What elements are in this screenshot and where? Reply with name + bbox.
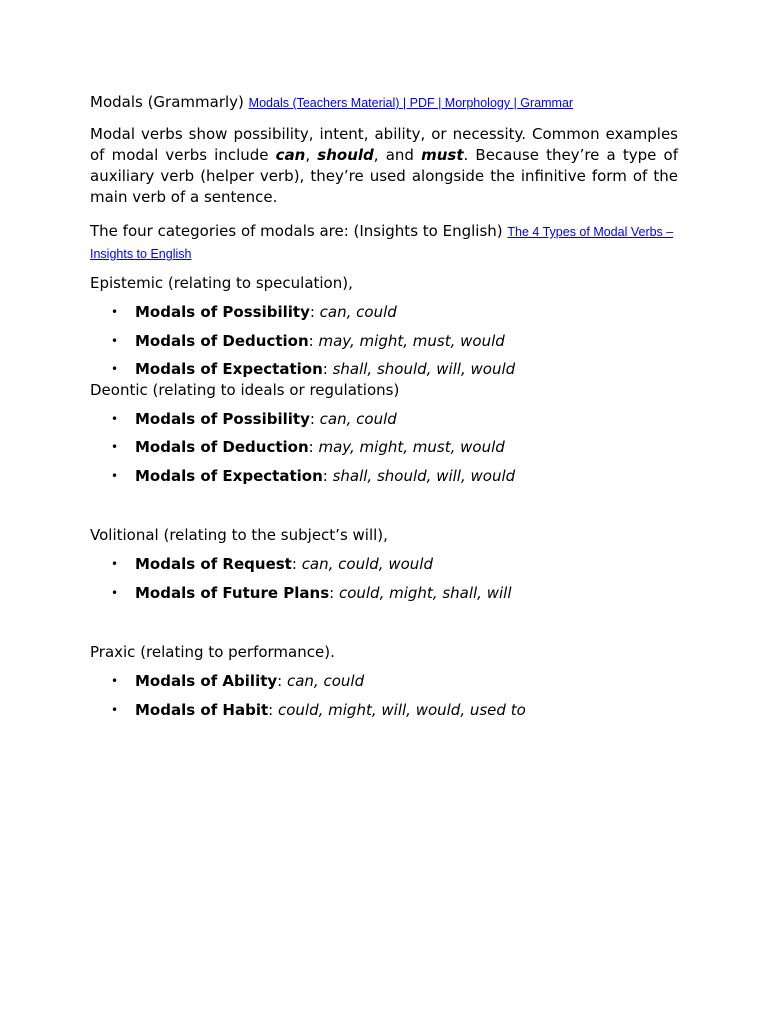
categories-intro [90,221,678,265]
modal-label: Modals of Habit [135,700,269,719]
list-item [90,359,678,388]
categories-intro-text: The four categories of modals are: (Insights to English) [90,222,508,240]
modal-sep: : [277,672,287,690]
modal-examples: may, might, must, would [318,438,505,456]
list-item [90,437,678,466]
modal-label: Modals of Expectation [135,360,323,378]
definition-paragraph [90,124,678,208]
volitional-heading: Volitional (relating to the subject’s will), [90,526,388,544]
bullet-icon: • [111,411,119,426]
deontic-list [90,409,678,495]
modal-label: Modals of Deduction [135,438,309,456]
modal-label: Modals of Possibility [135,303,310,321]
modal-examples: could, might, will, would, used to [278,700,526,719]
modal-examples: can, could [319,303,397,321]
list-item [90,302,678,331]
modal-sep: : [322,466,333,485]
modal-label: Modals of Deduction [135,331,309,350]
modal-sep: : [329,583,339,602]
bullet-icon: • [111,674,119,688]
modal-examples: shall, should, will, would [332,466,516,485]
modal-sep: : [322,360,333,378]
bullet-icon: • [111,440,119,454]
list-item [90,409,678,438]
bullet-icon: • [111,362,119,376]
bullet-icon: • [111,333,119,348]
volitional-list [90,554,678,611]
modal-examples: could, might, shall, will [338,583,512,602]
intro-title: Modals (Grammarly) [90,93,249,111]
modal-examples: can, could [319,409,397,428]
deontic-heading: Deontic (relating to ideals or regulations) [90,380,400,399]
modal-sep: : [291,555,302,573]
modal-sep: : [308,331,319,350]
list-item [90,700,678,729]
definition-and: , and [373,146,422,164]
modal-examples: can, could, would [301,555,433,573]
intro-line [90,92,678,114]
document-page [90,92,678,728]
praxic-heading: Praxic (relating to performance). [90,643,335,661]
modal-sep: : [308,438,319,456]
teachers-material-link[interactable]: Modals (Teachers Material) | PDF | Morphology | Grammar [248,96,574,110]
modal-sep: : [309,409,320,428]
modal-label: Modals of Possibility [135,409,310,428]
definition-text-before: Modal verbs show possibility, intent, ability, or necessity. Common examples of modal verbs include [90,125,678,164]
bullet-icon: • [111,585,119,600]
modal-label: Modals of Expectation [135,466,323,485]
word-must: must [421,146,464,164]
bullet-icon: • [111,305,119,319]
definition-text-after: . Because they’re a type of auxiliary verb (helper verb), they’re used alongside the infinitive form of the main verb of a sentence. [90,146,678,206]
bullet-icon: • [111,557,119,571]
epistemic-heading: Epistemic (relating to speculation), [90,274,353,292]
definition-comma: , [305,146,318,164]
modal-sep: : [309,303,320,321]
modal-examples: may, might, must, would [318,331,505,350]
modal-examples: can, could [286,672,365,690]
modal-label: Modals of Future Plans [135,583,330,602]
bullet-icon: • [111,702,119,717]
spacer [90,494,678,525]
insights-to-english-link[interactable]: The 4 Types of Modal Verbs – Insights to English [90,225,674,261]
word-should: should [317,146,374,164]
spacer [90,611,678,642]
praxic-list [90,671,678,728]
list-item [90,583,678,612]
word-can: can [275,146,306,164]
modal-label: Modals of Request [135,555,292,573]
list-item [90,671,678,700]
list-item [90,554,678,583]
list-item [90,466,678,495]
modal-label: Modals of Ability [135,672,278,690]
epistemic-list [90,302,678,388]
list-item [90,331,678,360]
bullet-icon: • [111,468,119,483]
modal-examples: shall, should, will, would [332,360,516,378]
modal-sep: : [268,700,278,719]
